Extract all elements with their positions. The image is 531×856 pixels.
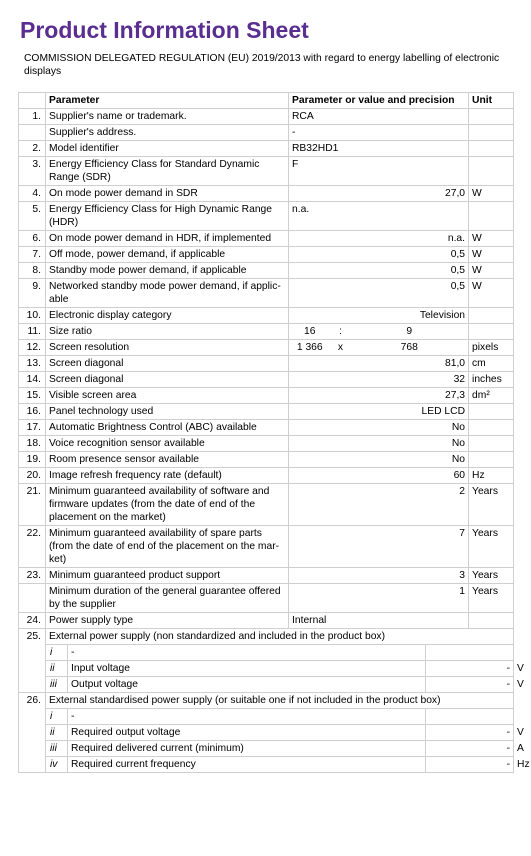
row-value-separator: : [331,324,351,340]
row-number: 1. [19,109,46,125]
row-unit [469,308,514,324]
row-value: 27,0 [289,186,469,202]
row-value: 60 [289,468,469,484]
row-value-separator: x [331,340,351,356]
row-unit: Years [469,484,514,526]
sub-row: ii Input voltage - V [19,661,514,677]
table-row [19,308,514,324]
row-value: 2 [289,484,469,526]
sub-row-parameter: Required current frequency [68,757,426,773]
table-row [19,157,514,186]
table-row [19,324,514,340]
table-row [19,231,514,247]
row-value: 81,0 [289,356,469,372]
row-number: 24. [19,613,46,629]
header-value: Parameter or value and precision [289,93,469,109]
row-number: 12. [19,340,46,356]
regulation-subtitle: COMMISSION DELEGATED REGULATION (EU) 2019/2013 with regard to energy labelling of electronic displays [24,53,500,77]
row-number: 2. [19,141,46,157]
row-value: F [289,157,469,186]
row-unit: cm [469,356,514,372]
table-row [19,356,514,372]
sub-row: iv Required current frequency - Hz [19,757,514,773]
row-parameter: Power supply type [46,613,289,629]
row-parameter: Automatic Brightness Control (ABC) available [46,420,289,436]
row-parameter: On mode power demand in HDR, if implemented [46,231,289,247]
product-info-table [18,92,530,773]
table-row [19,613,514,629]
sub-row-value [426,709,514,725]
row-number: 23. [19,568,46,584]
sub-row-parameter: Required delivered current (minimum) [68,741,426,757]
row-parameter: Room presence sensor available [46,452,289,468]
sub-row-parameter: Required output voltage [68,725,426,741]
page-title: Product Information Sheet [20,17,309,43]
sub-row-index: i [46,645,68,661]
row-number: 18. [19,436,46,452]
row-parameter: Minimum guaranteed availability of software and firmware updates (from the date of end of the placement on the market) [46,484,289,526]
table-row [19,568,514,584]
row-number: 7. [19,247,46,263]
row-unit: pixels [469,340,514,356]
row-number: 9. [19,279,46,308]
row-parameter: Screen resolution [46,340,289,356]
row-value: 0,5 [289,279,469,308]
row-value: RB32HD1 [289,141,469,157]
sub-row-index: iii [46,677,68,693]
row-value-a: 1 366 [289,340,331,356]
row-parameter: Supplier's name or trademark. [46,109,289,125]
row-parameter: Voice recognition sensor available [46,436,289,452]
table-row [19,484,514,526]
row-number: 25. [19,629,46,693]
row-number [19,125,46,141]
row-number: 20. [19,468,46,484]
row-unit [469,613,514,629]
row-number: 6. [19,231,46,247]
row-parameter: Off mode, power demand, if applicable [46,247,289,263]
row-parameter: External power supply (non standardized and included in the product box) [46,629,514,645]
sub-row-index: ii [46,725,68,741]
row-parameter: Model identifier [46,141,289,157]
row-value: 0,5 [289,263,469,279]
row-unit: W [469,186,514,202]
row-value: No [289,436,469,452]
row-value: n.a. [289,202,469,231]
table-row [19,404,514,420]
row-parameter: External standardised power supply (or suitable one if not included in the product box) [46,693,514,709]
row-number [19,584,46,613]
row-unit [469,324,514,340]
row-number: 13. [19,356,46,372]
row-unit: inches [469,372,514,388]
sub-row-parameter: Input voltage [68,661,426,677]
header-unit: Unit [469,93,514,109]
row-parameter: On mode power demand in SDR [46,186,289,202]
table-body [19,109,530,773]
product-information-sheet [18,14,530,773]
row-value: RCA [289,109,469,125]
table-row [19,452,514,468]
row-number: 5. [19,202,46,231]
row-unit [469,202,514,231]
table-row [19,340,514,356]
row-number: 19. [19,452,46,468]
row-parameter: Screen diagonal [46,356,289,372]
sub-row-value [426,645,514,661]
row-number: 17. [19,420,46,436]
sub-row-index: i [46,709,68,725]
row-unit [469,125,514,141]
table-row [19,263,514,279]
table-row [19,629,514,645]
row-parameter: Standby mode power demand, if applicable [46,263,289,279]
row-value: 1 [289,584,469,613]
row-parameter: Minimum guaranteed product support [46,568,289,584]
row-value-b: 768 [351,340,469,356]
row-number: 4. [19,186,46,202]
row-unit: W [469,247,514,263]
table-row [19,109,514,125]
sub-row-index: ii [46,661,68,677]
row-number: 22. [19,526,46,568]
sub-row-parameter: Output voltage [68,677,426,693]
row-parameter: Panel technology used [46,404,289,420]
row-value: No [289,420,469,436]
row-unit [469,141,514,157]
row-unit: Years [469,568,514,584]
row-value: No [289,452,469,468]
sub-row-index: iii [46,741,68,757]
row-unit: W [469,263,514,279]
table-row [19,372,514,388]
table-row [19,202,514,231]
table-row [19,436,514,452]
table-row [19,388,514,404]
row-value: 32 [289,372,469,388]
header-row [19,93,514,109]
table-row [19,468,514,484]
sub-row: iii Output voltage - V [19,677,514,693]
row-value: 27,3 [289,388,469,404]
row-value-a: 16 [289,324,331,340]
row-unit: W [469,279,514,308]
row-unit [469,157,514,186]
row-unit: W [469,231,514,247]
row-value: Television [289,308,469,324]
sub-row-parameter: - [68,645,426,661]
row-parameter: Visible screen area [46,388,289,404]
row-number: 26. [19,693,46,773]
row-unit: dm² [469,388,514,404]
row-unit [469,404,514,420]
row-parameter: Electronic display category [46,308,289,324]
header-parameter: Parameter [46,93,289,109]
row-parameter: Image refresh frequency rate (default) [46,468,289,484]
row-number: 15. [19,388,46,404]
sub-row [19,645,514,661]
row-unit [469,109,514,125]
row-unit: Hz [469,468,514,484]
table-row [19,420,514,436]
table-row [19,584,514,613]
sub-row-value: - [426,741,514,757]
table-row [19,526,514,568]
table-row [19,247,514,263]
sub-row [19,709,514,725]
row-value: n.a. [289,231,469,247]
row-unit [469,420,514,436]
row-parameter: Minimum guaranteed availability of spare parts (from the date of end of the placement on the mar-ket) [46,526,289,568]
row-number: 11. [19,324,46,340]
table-row [19,141,514,157]
table-row [19,693,514,709]
sub-row-value: - [426,757,514,773]
row-unit: Years [469,584,514,613]
row-value: LED LCD [289,404,469,420]
sub-row-value: - [426,661,514,677]
sub-row-index: iv [46,757,68,773]
row-number: 8. [19,263,46,279]
row-number: 16. [19,404,46,420]
row-number: 10. [19,308,46,324]
row-value-b: 9 [351,324,469,340]
row-value: 3 [289,568,469,584]
row-number: 14. [19,372,46,388]
row-value: - [289,125,469,141]
row-parameter: Size ratio [46,324,289,340]
table-row [19,125,514,141]
sub-row-value: - [426,677,514,693]
row-unit [469,436,514,452]
row-parameter: Supplier's address. [46,125,289,141]
row-value: Internal [289,613,469,629]
row-parameter: Minimum duration of the general guarantee offered by the supplier [46,584,289,613]
row-number: 21. [19,484,46,526]
table-row [19,279,514,308]
sub-row: ii Required output voltage - V [19,725,514,741]
table-row [19,186,514,202]
row-parameter: Energy Efficiency Class for High Dynamic Range (HDR) [46,202,289,231]
header-number [19,93,46,109]
row-parameter: Networked standby mode power demand, if applic-able [46,279,289,308]
row-value: 7 [289,526,469,568]
row-value: 0,5 [289,247,469,263]
sub-row-parameter: - [68,709,426,725]
row-parameter: Screen diagonal [46,372,289,388]
row-unit: Years [469,526,514,568]
row-parameter: Energy Efficiency Class for Standard Dynamic Range (SDR) [46,157,289,186]
sub-row-value: - [426,725,514,741]
row-unit [469,452,514,468]
sub-row: iii Required delivered current (minimum) - A [19,741,514,757]
row-number: 3. [19,157,46,186]
